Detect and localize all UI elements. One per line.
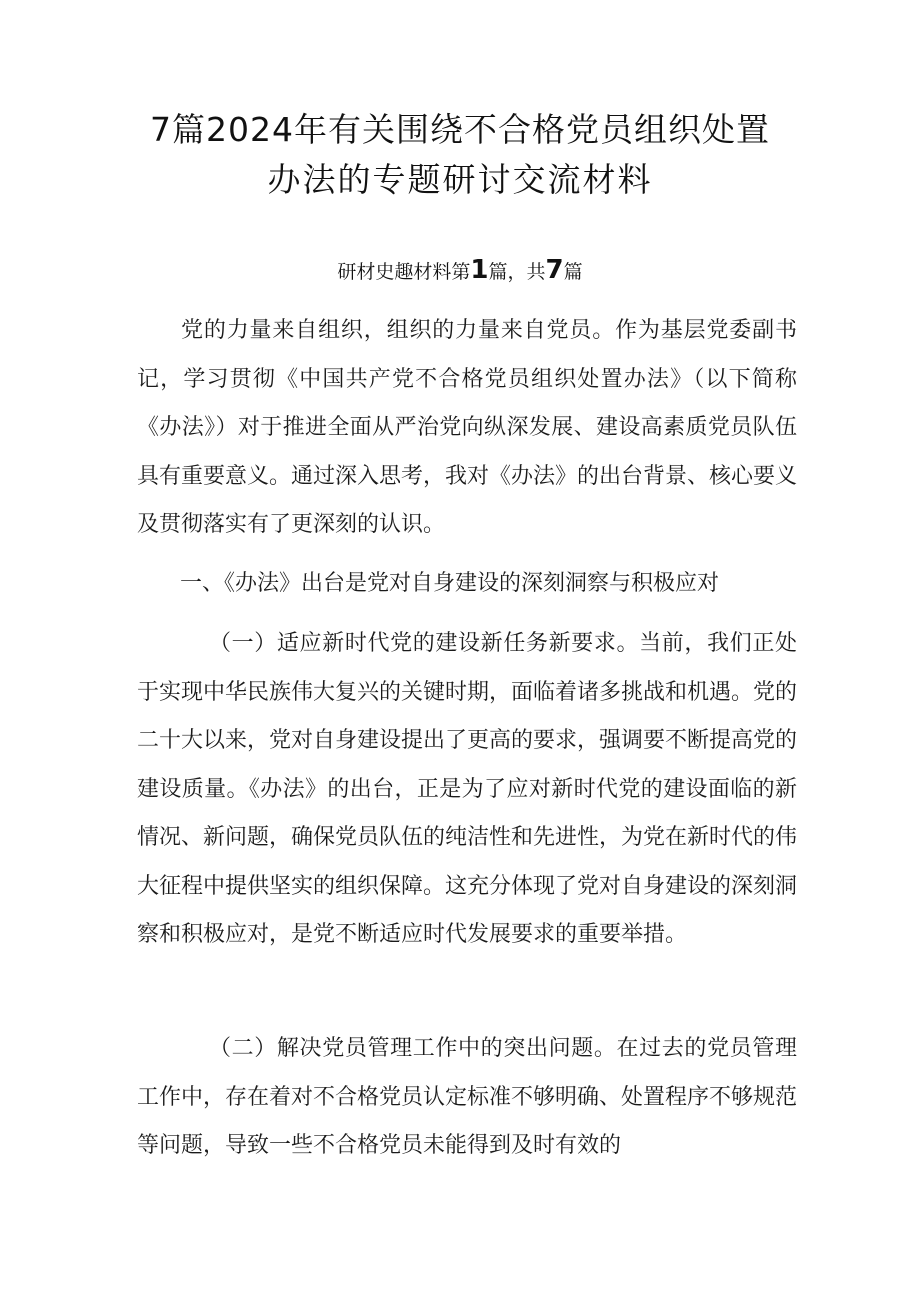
document-subtitle — [100, 250, 820, 292]
intro-paragraph: 党的力量来自组织，组织的力量来自党员。作为基层党委副书记，学习贯彻《中国共产党不合格党员组织处置办法》（以下简称《办法》）对于推进全面从严治党向纵深发展、建设高素质党员队伍具有重要意义。通过深入思考，我对《办法》的出台背景、核心要义及贯彻落实有了更深刻的认识。 — [137, 318, 798, 537]
section-paragraph-1: （一）适应新时代党的建设新任务新要求。当前，我们正处于实现中华民族伟大复兴的关键时期，面临着诸多挑战和机遇。党的二十大以来，党对自身建设提出了更高的要求，强调要不断提高党的建设质量。《办法》的出台，正是为了应对新时代党的建设面临的新情况、新问题，确保党员队伍的纯洁性和先进性，为党在新时代的伟大征程中提供坚实的组织保障。这充分体现了党对自身建设的深刻洞察和积极应对，是党不断适应时代发展要求的重要举措。 — [137, 631, 798, 947]
document-title-line-1: 7篇2024年有关围绕不合格党员组织处置 — [150, 110, 770, 149]
document-title-line-2: 办法的专题研讨交流材料 — [267, 160, 653, 199]
subtitle-total-number: 7 — [545, 255, 564, 285]
subtitle-prefix: 研材史趣材料第 — [337, 261, 471, 283]
subtitle-current-number: 1 — [470, 255, 489, 285]
subtitle-middle: 篇，共 — [488, 261, 546, 283]
section-paragraph-2: （二）解决党员管理工作中的突出问题。在过去的党员管理工作中，存在着对不合格党员认定标准不够明确、处置程序不够规范等问题，导致一些不合格党员未能得到及时有效的 — [137, 1036, 798, 1158]
subtitle-suffix: 篇 — [563, 261, 583, 283]
section-heading-1: 一、《办法》出台是党对自身建设的深刻洞察与积极应对 — [180, 571, 720, 596]
